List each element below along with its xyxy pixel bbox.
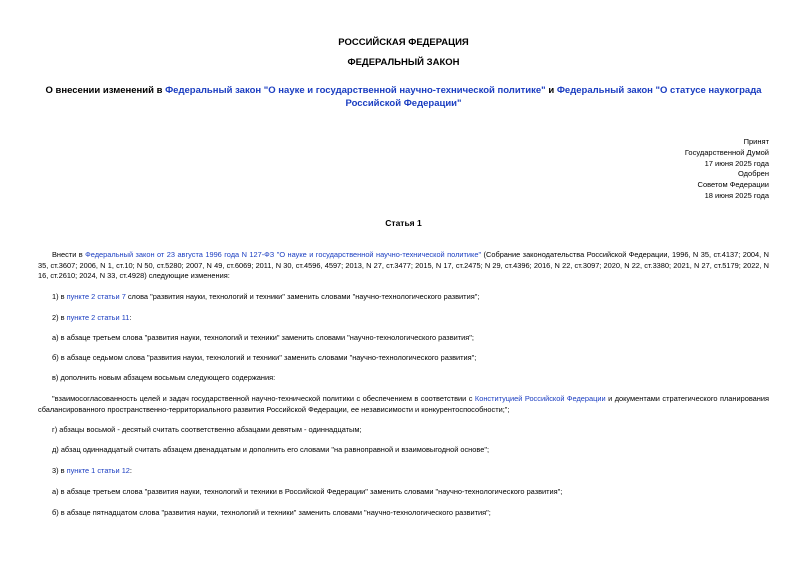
item-2b: б) в абзаце седьмом слова "развития науки, технологий и техники" заменить словами "научно-технологического развития"; xyxy=(52,353,477,362)
item-3 xyxy=(38,466,769,477)
heading-link-naukograd-law[interactable]: Федеральный закон "О статусе наукограда Российской Федерации" xyxy=(345,85,762,109)
item-1-prefix: 1) в xyxy=(52,292,67,301)
item-2d: д) абзац одиннадцатый считать абзацем двенадцатым и дополнить его словами "на равноправной и взаимовыгодной основе"; xyxy=(52,445,490,454)
quote-prefix: "взаимосогласованность целей и задач государственной научно-технической политики с обеспечением в соответствии с xyxy=(52,394,475,403)
heading-link-science-law[interactable]: Федеральный закон "О науке и государственной научно-технической политике" xyxy=(165,85,546,96)
item-2a: а) в абзаце третьем слова "развития науки, технологий и техники" заменить словами "научно-технологического развития"; xyxy=(52,333,474,342)
item-2-rest: : xyxy=(129,313,132,322)
intro-rest: (Собрание законодательства Российской Федерации, 1996, N 35, ст.4137; 2004, N 35, ст.3607; 2006, N 1, ст.10; N 50, ст.5280; 2007, N 49, ст.6069; 2011, N 30, ст.4596, 4597; 2013, N 27, ст.3477; 2015, N 17, ст.2475; N 29, ст.4396; 2016, N 22, ст.3097; 2020, N 22, ст.3380; 2021, N 27, ст.5179; 2022, N 16, ст.2610; 2024, N 33, ст.4928) следующие изменения: xyxy=(38,250,769,280)
item-1-link[interactable]: пункте 2 статьи 7 xyxy=(66,292,126,301)
adoption-line: Советом Федерации xyxy=(697,180,769,190)
adoption-line: Государственной Думой xyxy=(684,147,769,157)
intro-prefix: Внести в xyxy=(52,250,86,259)
intro-law-link[interactable]: Федеральный закон от 23 августа 1996 года N 127-ФЗ "О науке и государственной научно-технической политике" xyxy=(85,250,482,259)
item-2 xyxy=(38,313,769,324)
item-2v: в) дополнить новым абзацем восьмым следующего содержания: xyxy=(52,373,276,382)
law-heading xyxy=(36,84,771,110)
item-3-prefix: 3) в xyxy=(52,466,67,475)
intro-paragraph xyxy=(38,250,769,282)
quote-rest: и документами стратегического планирования сбалансированного пространственно-территориального развития Российской Федерации, ее независимости и конкурентоспособности;"; xyxy=(38,394,769,414)
item-1 xyxy=(38,292,769,303)
article-title: Статья 1 xyxy=(385,218,422,228)
adoption-line: Принят xyxy=(743,137,769,146)
federation-title: РОССИЙСКАЯ ФЕДЕРАЦИЯ xyxy=(338,37,469,48)
item-2-prefix: 2) в xyxy=(52,313,67,322)
item-3-rest: : xyxy=(129,466,132,475)
item-3a: а) в абзаце третьем слова "развития науки, технологий и техники в Российской Федерации" заменить словами "научно-технологического развития"; xyxy=(52,487,563,496)
item-3b: б) в абзаце пятнадцатом слова "развития науки, технологий и техники" заменить словами "научно-технологического развития"; xyxy=(52,508,491,517)
item-3-link[interactable]: пункте 1 статьи 12 xyxy=(66,466,130,475)
quote-paragraph xyxy=(38,394,769,415)
heading-prefix: О внесении изменений в xyxy=(45,85,166,96)
heading-middle: и xyxy=(545,85,557,96)
adoption-block xyxy=(685,137,769,202)
item-1-rest: слова "развития науки, технологий и техники" заменить словами "научно-технологического развития"; xyxy=(125,292,480,301)
law-type-title: ФЕДЕРАЛЬНЫЙ ЗАКОН xyxy=(347,57,460,68)
item-2g: г) абзацы восьмой - десятый считать соответственно абзацами девятым - одиннадцатым; xyxy=(52,425,362,434)
adoption-line: 18 июня 2025 года xyxy=(704,190,769,200)
adoption-line: 17 июня 2025 года xyxy=(704,158,769,168)
constitution-link[interactable]: Конституцией Российской Федерации xyxy=(474,394,606,403)
item-2-link[interactable]: пункте 2 статьи 11 xyxy=(66,313,130,322)
adoption-line: Одобрен xyxy=(738,169,769,179)
